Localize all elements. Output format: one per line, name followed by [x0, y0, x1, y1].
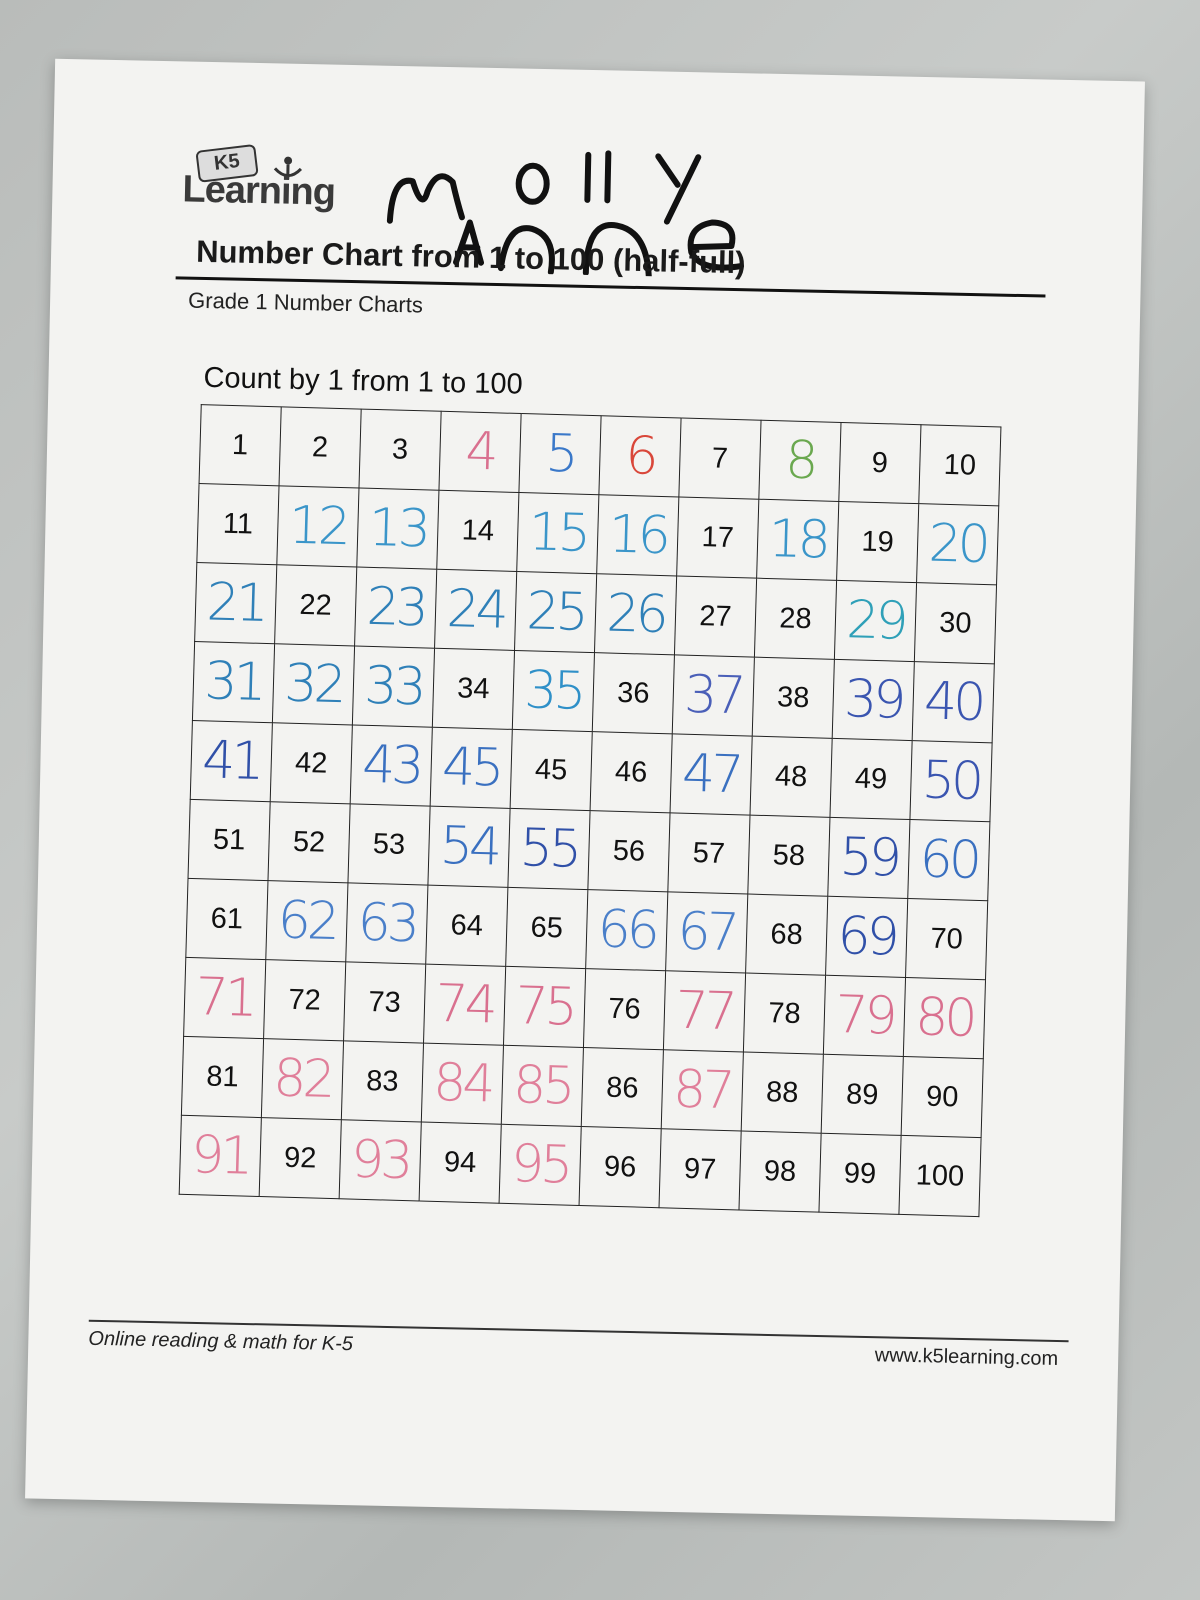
printed-number-cell: 56 — [588, 811, 670, 892]
printed-number-cell: 3 — [359, 409, 441, 490]
printed-number-cell: 65 — [506, 887, 588, 968]
printed-number-cell: 86 — [581, 1048, 663, 1129]
printed-number-cell: 42 — [270, 723, 352, 804]
handwritten-number-cell: 32 — [272, 644, 354, 725]
handwritten-number-cell: 66 — [586, 890, 668, 971]
footer-website: www.k5learning.com — [874, 1344, 1059, 1371]
printed-number-cell: 9 — [839, 422, 921, 503]
printed-number-cell: 30 — [914, 583, 996, 664]
handwritten-number-cell: 13 — [357, 488, 439, 569]
handwritten-number-cell: 5 — [519, 414, 601, 495]
handwritten-number-cell: 26 — [594, 574, 676, 655]
printed-number-cell: 72 — [264, 960, 346, 1041]
handwritten-number-cell: 4 — [439, 411, 521, 492]
handwritten-number-cell: 91 — [179, 1115, 261, 1196]
handwritten-number-cell: 41 — [190, 720, 272, 801]
printed-number-cell: 7 — [679, 418, 761, 499]
printed-number-cell: 73 — [344, 962, 426, 1043]
handwritten-number-cell: 15 — [517, 493, 599, 574]
handwritten-number-cell: 77 — [663, 971, 745, 1052]
handwritten-number-cell: 12 — [277, 486, 359, 567]
printed-number-cell: 70 — [906, 899, 988, 980]
handwritten-number-cell: 79 — [823, 975, 905, 1056]
handwritten-number-cell: 33 — [352, 646, 434, 727]
worksheet-page — [25, 59, 1145, 1522]
printed-number-cell: 19 — [837, 501, 919, 582]
handwritten-number-cell: 80 — [903, 977, 985, 1058]
handwritten-number-cell: 63 — [346, 883, 428, 964]
handwritten-number-cell: 16 — [597, 495, 679, 576]
handwritten-number-cell: 24 — [435, 569, 517, 650]
handwritten-number-cell: 40 — [912, 662, 994, 743]
footer-tagline: Online reading & math for K-5 — [88, 1327, 354, 1356]
printed-number-cell: 2 — [279, 407, 361, 488]
printed-number-cell: 28 — [754, 578, 836, 659]
handwritten-number-cell: 29 — [834, 580, 916, 661]
handwritten-number-cell: 84 — [421, 1043, 503, 1124]
printed-number-cell: 88 — [741, 1052, 823, 1133]
printed-number-cell: 22 — [275, 565, 357, 646]
handwritten-number-cell: 60 — [908, 820, 990, 901]
handwritten-number-cell: 18 — [757, 499, 839, 580]
instruction-text: Count by 1 from 1 to 100 — [203, 361, 523, 401]
logo-badge: K5 — [195, 144, 258, 183]
printed-number-cell: 49 — [830, 738, 912, 819]
printed-number-cell: 1 — [199, 405, 281, 486]
printed-number-cell: 99 — [819, 1133, 901, 1214]
handwritten-number-cell: 87 — [661, 1050, 743, 1131]
printed-number-cell: 96 — [579, 1126, 661, 1207]
printed-number-cell: 11 — [197, 484, 279, 565]
printed-number-cell: 83 — [341, 1041, 423, 1122]
handwritten-number-cell: 25 — [515, 571, 597, 652]
handwritten-number-cell: 71 — [184, 957, 266, 1038]
handwritten-number-cell: 59 — [828, 817, 910, 898]
printed-number-cell: 10 — [919, 425, 1001, 506]
handwritten-number-cell: 82 — [261, 1039, 343, 1120]
printed-number-cell: 100 — [899, 1135, 981, 1216]
k5-learning-logo — [182, 146, 373, 220]
number-chart-grid — [179, 404, 1002, 1217]
printed-number-cell: 97 — [659, 1129, 741, 1210]
handwritten-number-cell: 50 — [910, 741, 992, 822]
printed-number-cell: 76 — [583, 969, 665, 1050]
printed-number-cell: 78 — [743, 973, 825, 1054]
handwritten-number-cell: 23 — [355, 567, 437, 648]
printed-number-cell: 81 — [181, 1036, 263, 1117]
handwritten-number-cell: 31 — [192, 642, 274, 723]
printed-number-cell: 38 — [752, 657, 834, 738]
handwritten-number-cell: 67 — [666, 892, 748, 973]
printed-number-cell: 52 — [268, 802, 350, 883]
printed-number-cell: 89 — [821, 1054, 903, 1135]
handwritten-number-cell: 47 — [670, 734, 752, 815]
printed-number-cell: 61 — [186, 878, 268, 959]
printed-number-cell: 14 — [437, 490, 519, 571]
printed-number-cell: 36 — [592, 653, 674, 734]
handwritten-number-cell: 54 — [428, 806, 510, 887]
handwritten-number-cell: 20 — [917, 504, 999, 585]
printed-number-cell: 94 — [419, 1122, 501, 1203]
handwritten-number-cell: 74 — [424, 964, 506, 1045]
printed-number-cell: 34 — [432, 648, 514, 729]
printed-number-cell: 90 — [901, 1056, 983, 1137]
handwritten-number-cell: 62 — [266, 881, 348, 962]
printed-number-cell: 27 — [674, 576, 756, 657]
worksheet-title: Number Chart from 1 to 100 (half-full) — [195, 233, 746, 281]
printed-number-cell: 64 — [426, 885, 508, 966]
handwritten-number-cell: 85 — [501, 1045, 583, 1126]
printed-number-cell: 51 — [188, 799, 270, 880]
worksheet-subtitle: Grade 1 Number Charts — [187, 287, 424, 318]
handwritten-number-cell: 95 — [499, 1124, 581, 1205]
printed-number-cell: 48 — [750, 736, 832, 817]
handwritten-number-cell: 45 — [430, 727, 512, 808]
handwritten-number-cell: 35 — [512, 650, 594, 731]
printed-number-cell: 98 — [739, 1131, 821, 1212]
printed-number-cell: 57 — [668, 813, 750, 894]
handwritten-number-cell: 21 — [195, 563, 277, 644]
handwritten-number-cell: 39 — [832, 659, 914, 740]
handwritten-number-cell: 69 — [826, 896, 908, 977]
printed-number-cell: 53 — [348, 804, 430, 885]
printed-number-cell: 46 — [590, 732, 672, 813]
handwritten-number-cell: 93 — [339, 1120, 421, 1201]
handwritten-number-cell: 43 — [350, 725, 432, 806]
printed-number-cell: 92 — [259, 1118, 341, 1199]
handwritten-number-cell: 75 — [503, 966, 585, 1047]
printed-number-cell: 17 — [677, 497, 759, 578]
printed-number-cell: 68 — [746, 894, 828, 975]
handwritten-number-cell: 8 — [759, 420, 841, 501]
handwritten-number-cell: 6 — [599, 416, 681, 497]
handwritten-number-cell: 55 — [508, 808, 590, 889]
logo-word: Learning — [182, 168, 336, 214]
printed-number-cell: 58 — [748, 815, 830, 896]
printed-number-cell: 45 — [510, 729, 592, 810]
handwritten-number-cell: 37 — [672, 655, 754, 736]
